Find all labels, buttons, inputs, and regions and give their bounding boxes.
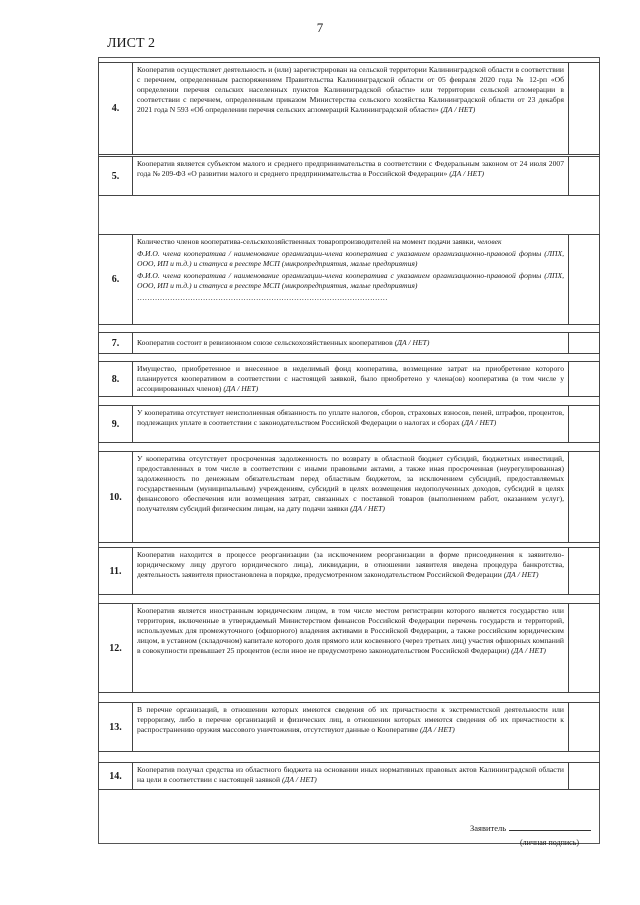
applicant-label: Заявитель [470,823,507,833]
answer-cell[interactable] [569,703,599,751]
row-number: 6. [99,235,133,324]
table-row [98,702,600,752]
table-row [98,603,600,693]
row-text: Кооператив находится в процессе реорганизации (за исключением реорганизации в форме присоединения к заявителю-юридическому лицу другого юридического лица), ликвидации, в отношении заявителя введена процедура банкротства, деятельность заявителя приостановлена в порядке, предусмотренном законодательством Российской Федерации (ДА / НЕТ) [133,548,569,594]
row-text: В перечне организаций, в отношении которых имеются сведения об их причастности к экстремистской деятельности или терроризму, либо в перечне организаций и физических лиц, в отношении которых имеются сведения об их причастности к распространению оружия массового уничтожения, отсутствуют данные о Кооперативе (ДА / НЕТ) [133,703,569,751]
row-text: Кооператив является иностранным юридическим лицом, в том числе местом регистрации которого является государство или территория, включенные в утверждаемый Министерством финансов Российской Федерации перечень государств и территорий, используемых для промежуточного (офшорного) владения активами в Российской Федерации, а также российским юридическим лицом, в уставном (складочном) капитале которого доля прямого или косвенного (через третьих лиц) участия офшорных компаний в совокупности превышает 25 процентов (если иное не предусмотрено законодательством Российской Федерации) (ДА / НЕТ) [133,604,569,692]
table-row [98,234,600,325]
table-row [98,405,600,443]
row-number: 13. [99,703,133,751]
answer-cell[interactable] [569,406,599,442]
signature-note: (личная подпись) [520,838,580,847]
row-number: 12. [99,604,133,692]
row-number: 5. [99,157,133,195]
answer-cell[interactable] [569,548,599,594]
sheet-label: ЛИСТ 2 [107,36,155,51]
answer-cell[interactable] [569,235,599,324]
row-number: 11. [99,548,133,594]
table-row [98,361,600,397]
row-text: Кооператив является субъектом малого и среднего предпринимательства в соответствии с Федеральным законом от 24 июля 2007 года № 209-ФЗ «О развитии малого и среднего предпринимательства в Российской Федерации» (ДА / НЕТ) [133,157,569,195]
answer-cell[interactable] [569,362,599,396]
page-number: 7 [316,20,324,35]
row-number: 10. [99,452,133,542]
answer-cell[interactable] [569,333,599,353]
answer-cell[interactable] [569,157,599,195]
row-number: 4. [99,63,133,154]
row-number: 9. [99,406,133,442]
table-row [98,451,600,543]
answer-cell[interactable] [569,63,599,154]
row-number: 8. [99,362,133,396]
answer-cell[interactable] [569,452,599,542]
row-text: Имущество, приобретенное и внесенное в неделимый фонд кооператива, возмещение затрат на приобретение которого планируется кооперативом в соответствии с настоящей заявкой, было приобретено у члена(ов) кооператива (в том числе у ассоциированных членов) (ДА / НЕТ) [133,362,569,396]
applicant-signature [470,823,591,833]
table-row [98,62,600,155]
table-row [98,547,600,595]
row-text: Кооператив состоит в ревизионном союзе сельскохозяйственных кооперативов (ДА / НЕТ) [133,333,569,353]
row-number: 7. [99,333,133,353]
row-text: У кооператива отсутствует неисполненная обязанность по уплате налогов, сборов, страховых взносов, пеней, штрафов, процентов, подлежащих уплате в соответствии с законодательством Российской Федерации о налогах и сборах (ДА / НЕТ) [133,406,569,442]
row-text: Кооператив осуществляет деятельность и (или) зарегистрирован на сельской территории Калининградской области в соответствии с перечнем, определенным распоряжением Правительства Калининградской области от 05 февраля 2020 года № 12-рп «Об определении перечня сельских населенных пунктов Калининградской области» или территории сельской агломерации в соответствии с перечнем, определенным приказом Министерства сельского хозяйства Калининградской области от 23 декабря 2021 года N 593 «Об определении перечня сельских агломераций Калининградской области» (ДА / НЕТ) [133,63,569,154]
table-row [98,762,600,790]
table-row [98,156,600,196]
row-number: 14. [99,763,133,789]
answer-cell[interactable] [569,604,599,692]
table-row [98,332,600,354]
row-text: Кооператив получал средства из областного бюджета на основании иных нормативных правовых актов Калининградской области на цели в соответствии с настоящей заявкой (ДА / НЕТ) [133,763,569,789]
row-text: Количество членов кооператива-сельскохозяйственных товаропроизводителей на момент подачи заявки, человек Ф.И.О. члена кооператива / наименование организации-члена кооператива с указанием организационно-правовой формы (ЛПХ, ООО, ИП и т.д.) и статуса в реестре МСП (микропредприятия, малые предприятия) Ф.И.О. члена кооператива / наименование организации-члена кооператива с указанием организационно-правовой формы (ЛПХ, ООО, ИП и т.д.) и статуса в реестре МСП (микропредприятия, малые предприятия) ……………………………………………………………………………………… [133,235,569,324]
answer-cell[interactable] [569,763,599,789]
row-text: У кооператива отсутствует просроченная задолженность по возврату в областной бюджет субсидий, бюджетных инвестиций, предоставленных в том числе в соответствии с иными правовыми актами, а также иная просроченная (неурегулированная) задолженность по денежным обязательствам перед областным бюджетом, за исключением субсидий, предоставляемых государственным (муниципальным) учреждениям, субсидий в целях возмещения недополученных доходов, субсидий в целях финансового обеспечения или возмещения затрат, связанных с поставкой товаров (выполнением работ, оказанием услуг), получателям субсидий физическим лицам, на дату подачи заявки (ДА / НЕТ) [133,452,569,542]
signature-line[interactable] [509,830,591,831]
